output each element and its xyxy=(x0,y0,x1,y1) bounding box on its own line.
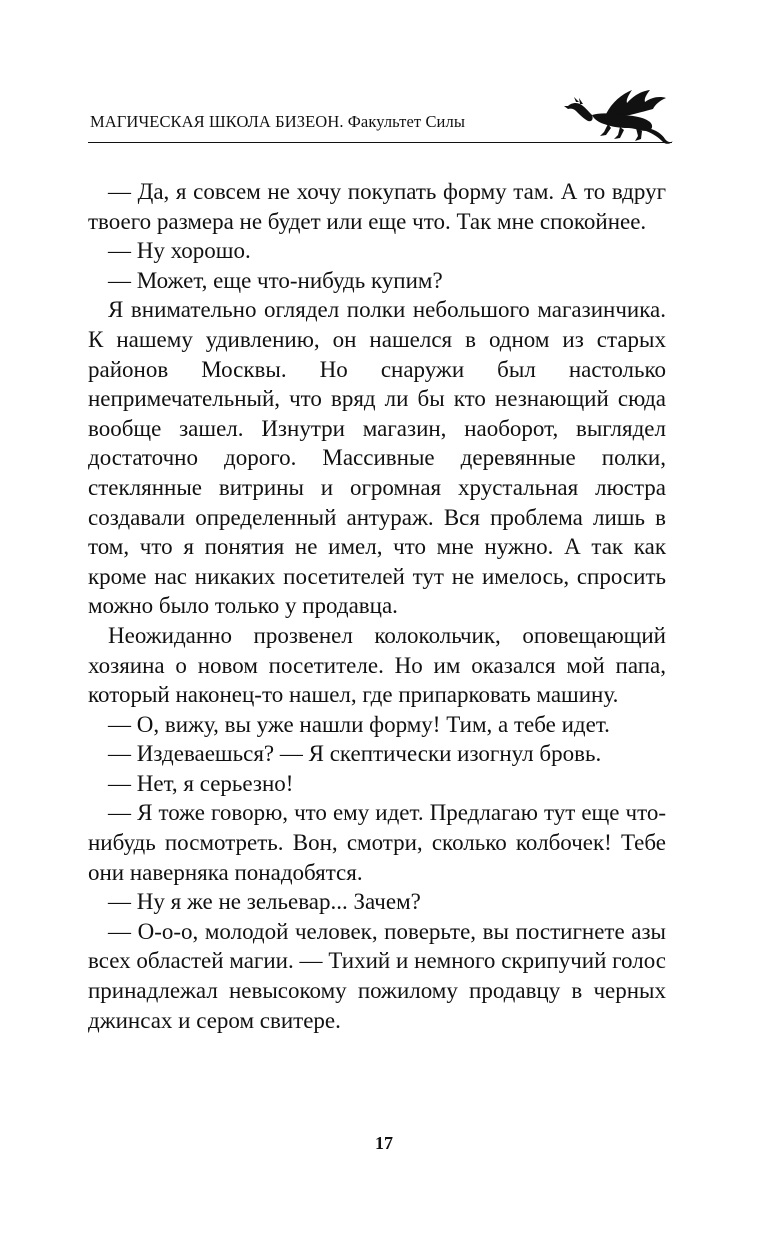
paragraph: — Нет, я серьезно! xyxy=(108,770,294,796)
running-head xyxy=(88,84,672,146)
paragraph: — Ну я же не зельевар... Зачем? xyxy=(108,889,421,915)
paragraph: Я внимательно оглядел полки небольшого магазинчика. К нашему удивлению, он нашелся в одном из старых районов Москвы. Но снаружи был настолько непримечательный, что вряд ли бы кто незнающий сюда вообще зашел. Изнутри магазин, наоборот, выглядел достаточно дорого. Массивные деревянные полки, стеклянные витрины и огромная хрустальная люстра создавали определенный антураж. Вся проблема лишь в том, что я понятия не имел, что мне нужно. А так как кроме нас никаких посетителей тут не имелось, спросить можно было только у продавца. xyxy=(88,297,666,619)
paragraph: — Да, я совсем не хочу покупать форму там. А то вдруг твоего размера не будет или еще что. Так мне спокойнее. xyxy=(88,179,666,234)
running-title: МАГИЧЕСКАЯ ШКОЛА БИЗЕОН. Факультет Силы xyxy=(90,112,466,131)
paragraph: — О-о-о, молодой человек, поверьте, вы постигнете азы всех областей магии. — Тихий и немного скрипучий голос принадлежал невысокому пожилому продавцу в черных джинсах и сером свитере. xyxy=(88,918,666,1033)
paragraph: — Я тоже говорю, что ему идет. Предлагаю тут еще что-нибудь посмотреть. Вон, смотри, сколько колбочек! Тебе они наверняка понадобятся. xyxy=(88,800,666,885)
dragon-icon xyxy=(562,84,674,146)
header-rule xyxy=(88,142,672,144)
paragraph: Неожиданно прозвенел колокольчик, оповещающий хозяина о новом посетителе. Но им оказался мой папа, который наконец-то нашел, где припарковать машину. xyxy=(88,622,666,708)
paragraph: — Может, еще что-нибудь купим? xyxy=(108,267,443,293)
body-text xyxy=(88,177,666,1035)
paragraph: — О, вижу, вы уже нашли форму! Тим, а тебе идет. xyxy=(108,711,610,737)
paragraph: — Издеваешься? — Я скептически изогнул бровь. xyxy=(108,741,602,767)
page-number: 17 xyxy=(375,1133,393,1153)
paragraph: — Ну хорошо. xyxy=(108,238,251,264)
